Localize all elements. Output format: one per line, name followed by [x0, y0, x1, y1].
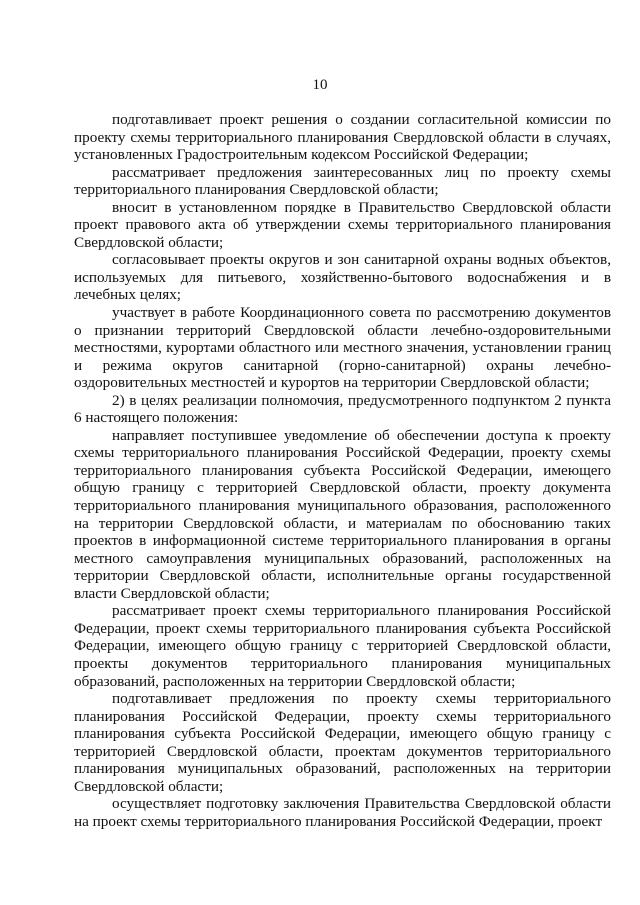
- paragraph: рассматривает проект схемы территориального планирования Российской Федерации, проект схемы территориального планирования субъекта Российской Федерации, имеющего общую границу с территорией Свердловской области, проекты документов территориального планирования муниципальных образований, расположенных на территории Свердловской области;: [74, 602, 611, 690]
- document-body: [74, 111, 611, 830]
- paragraph: вносит в установленном порядке в Правительство Свердловской области проект правового акта об утверждении схемы территориального планирования Свердловской области;: [74, 198, 611, 251]
- paragraph: 2) в целях реализации полномочия, предусмотренного подпунктом 2 пункта 6 настоящего положения:: [74, 391, 611, 427]
- paragraph: подготавливает предложения по проекту схемы территориального планирования Российской Федерации, проекту схемы территориального планирования субъекта Российской Федерации, имеющего общую границу с территорией Свердловской области, проектам документов территориального планирования муниципальных образований, расположенных на территории Свердловской области;: [74, 690, 611, 795]
- paragraph: направляет поступившее уведомление об обеспечении доступа к проекту схемы территориального планирования Российской Федерации, проекту схемы территориального планирования субъекта Российской Федерации, имеющего общую границу с территорией Свердловской области, проекту документа территориального планирования муниципального образования, расположенного на территории Свердловской области, и материалам по обоснованию таких проектов в информационной системе территориального планирования в органы местного самоуправления муниципальных образований, расположенных на территории Свердловской области, исполнительные органы государственной власти Свердловской области;: [74, 426, 611, 602]
- paragraph: подготавливает проект решения о создании согласительной комиссии по проекту схемы территориального планирования Свердловской области в случаях, установленных Градостроительным кодексом Российской Федерации;: [74, 111, 611, 164]
- paragraph: рассматривает предложения заинтересованных лиц по проекту схемы территориального планирования Свердловской области;: [74, 163, 611, 199]
- paragraph: осуществляет подготовку заключения Правительства Свердловской области на проект схемы территориального планирования Российской Федерации, проект: [74, 795, 611, 830]
- paragraph: согласовывает проекты округов и зон санитарной охраны водных объектов, используемых для питьевого, хозяйственно-бытового водоснабжения и в лечебных целях;: [74, 251, 611, 304]
- page-number: 10: [312, 77, 328, 93]
- paragraph: участвует в работе Координационного совета по рассмотрению документов о признании территорий Свердловской области лечебно-оздоровительными местностями, курортами областного или местного значения, установлении границ и режима округов санитарной (горно-санитарной) охраны лечебно-оздоровительных местностей и курортов на территории Свердловской области;: [74, 304, 611, 392]
